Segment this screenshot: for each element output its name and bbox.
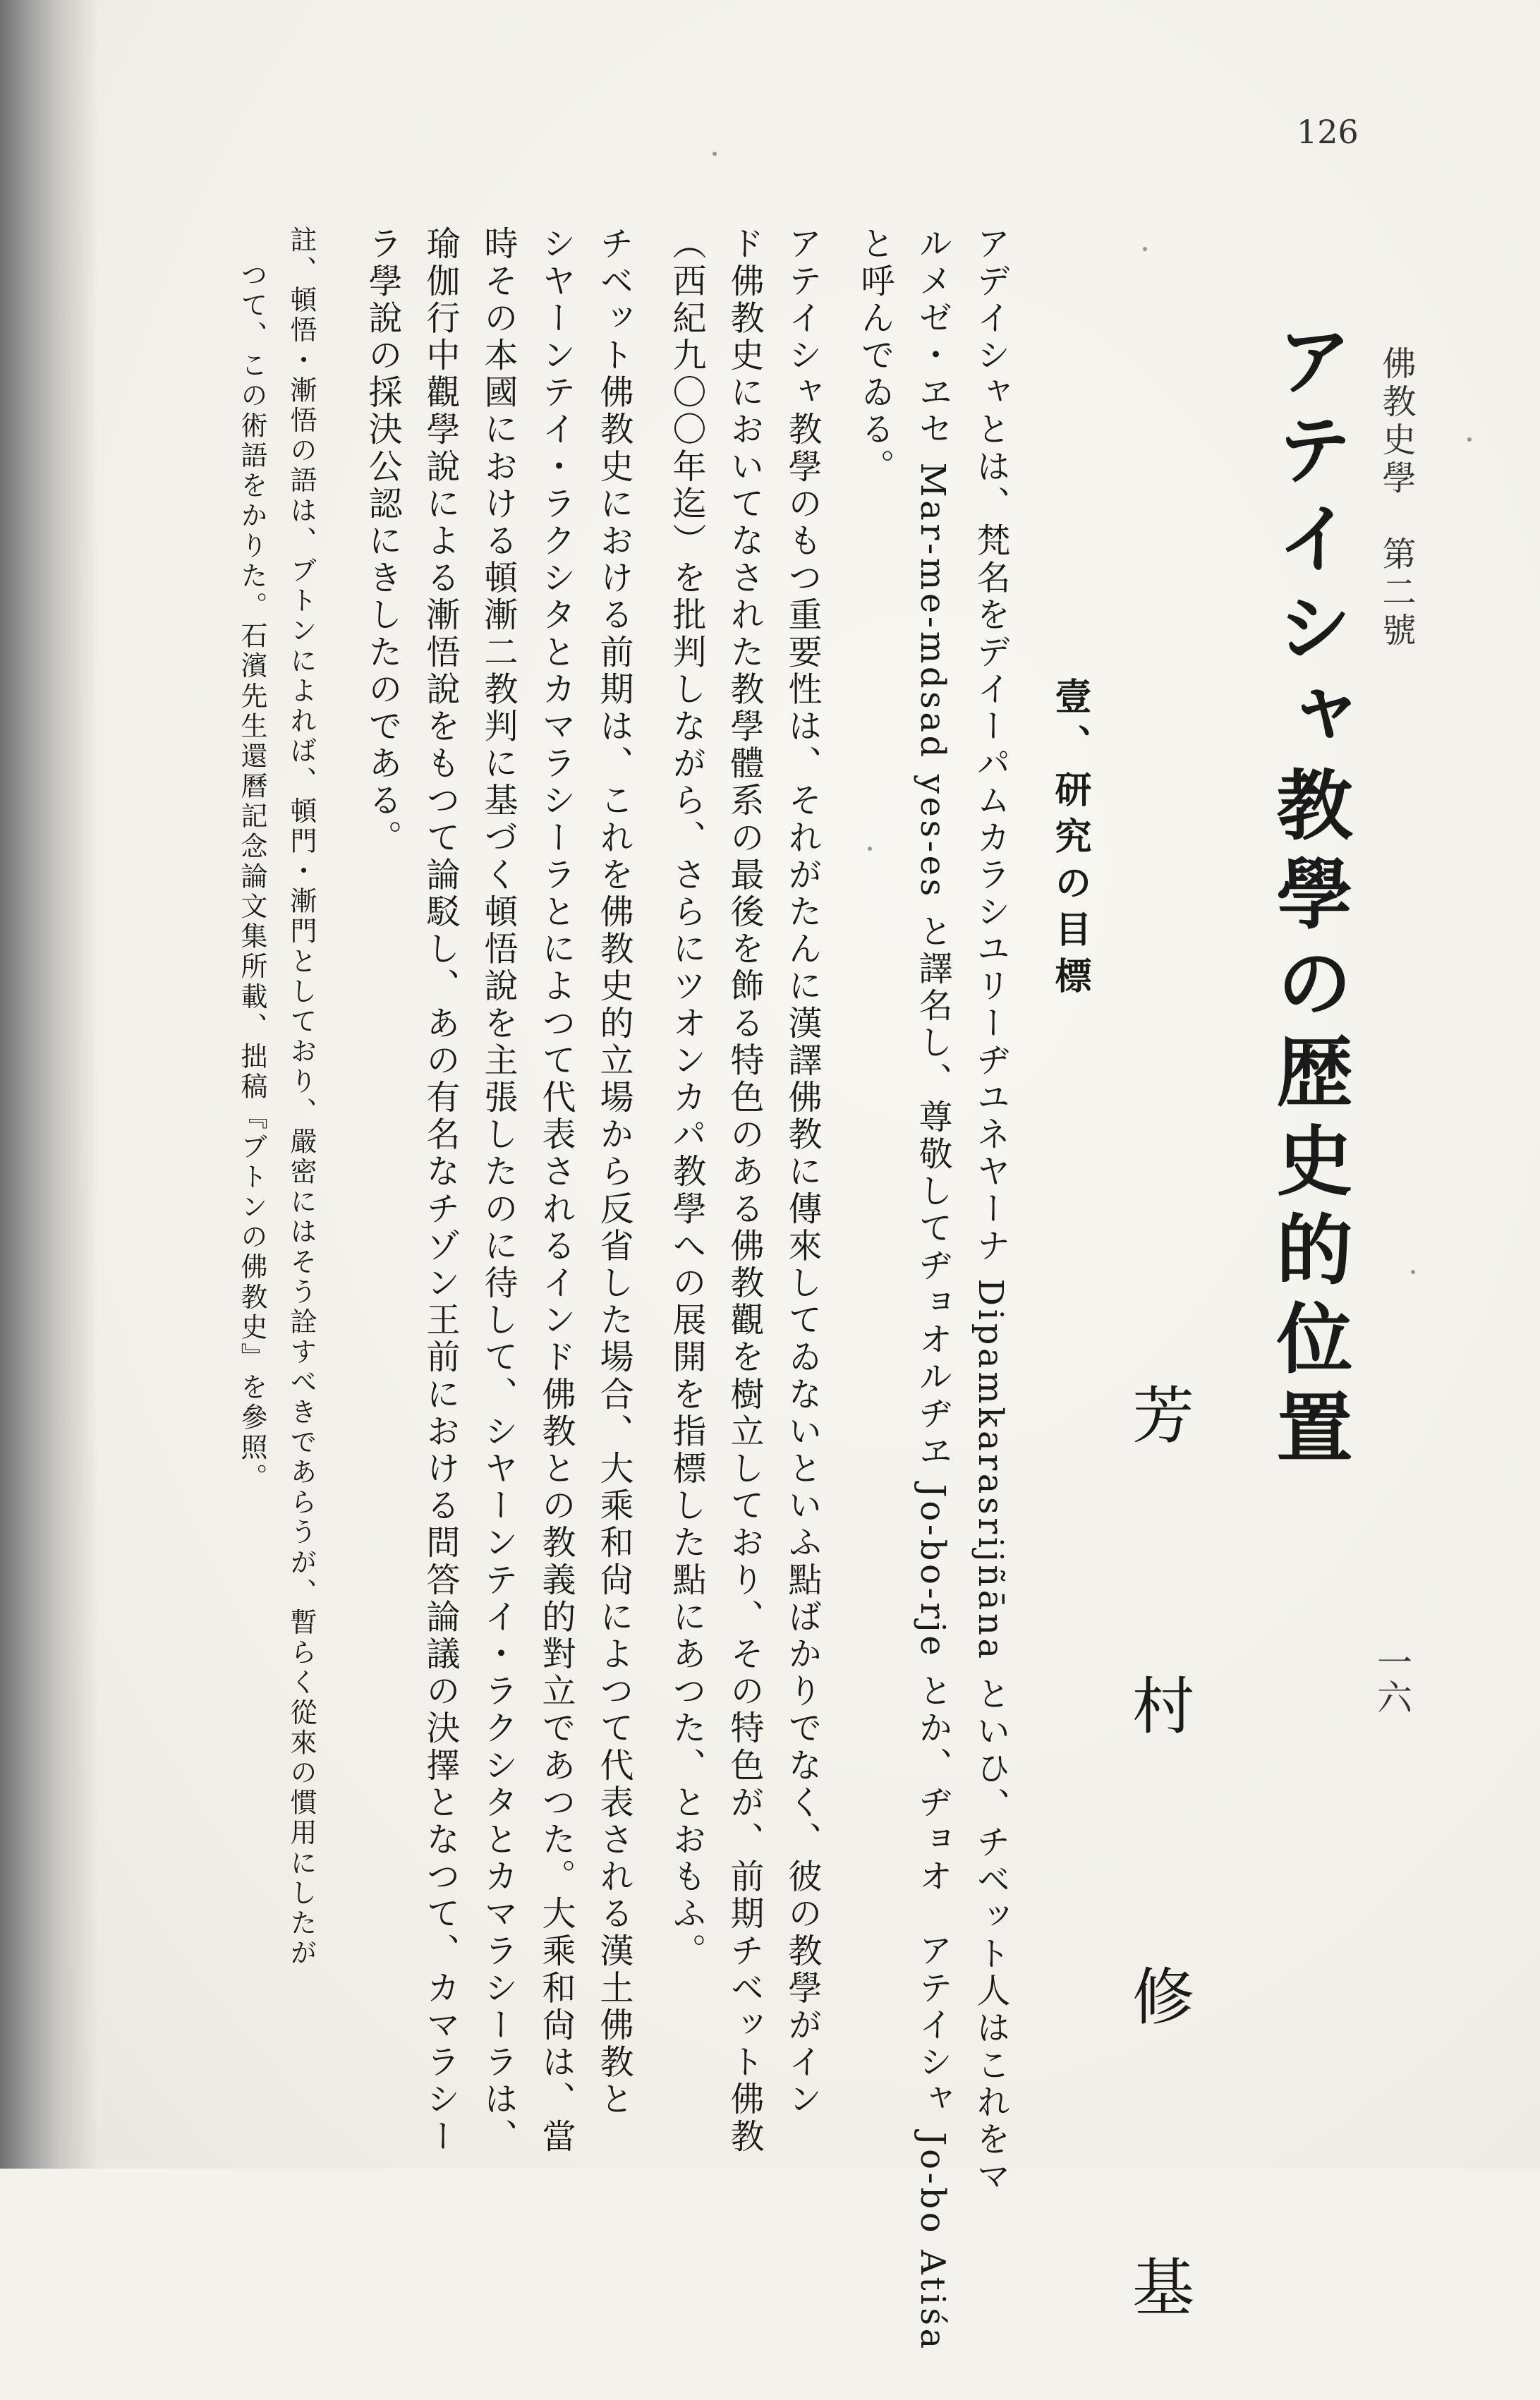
section-heading: 壹、研究の目標 bbox=[1048, 677, 1091, 1003]
footnote-line: つて、この術語をかりた。石濱先生還曆記念論文集所載、拙稿『ブトンの佛教史』を參照。 bbox=[236, 261, 267, 1493]
binding-shadow bbox=[0, 0, 99, 2169]
article-title: アテイシャ教學の歴史的位置 bbox=[1263, 321, 1352, 1477]
scan-speck bbox=[1467, 437, 1472, 442]
scan-speck bbox=[1143, 247, 1147, 251]
author-name: 芳 村 修 基 bbox=[1122, 1383, 1195, 2400]
footnote-line: 註、頓悟・漸悟の語は、ブトンによれば、頓門・漸門としており、嚴密にはそう詮すべきであらうが、暫らく從來の慣用にしたが bbox=[286, 226, 317, 1969]
scan-speck bbox=[713, 152, 717, 156]
body-line: ド佛教史においてなされた教學體系の最後を飾る特色のある佛教觀を樹立しており、その特色が、前期チベット佛教 bbox=[724, 226, 764, 2156]
body-line: ラ學說の採決公認にきしたのである。 bbox=[363, 226, 402, 857]
body-line: シヤーンテイ・ラクシタとカマラシーラとによつて代表されるインド佛教との教義的對立であつた。大乘和尙は、當 bbox=[536, 226, 576, 2156]
kanji-page-number: 一六 bbox=[1371, 1644, 1412, 1714]
body-line: アテイシャ教學のもつ重要性は、それがたんに漢譯佛教に傳來してゐないといふ點ばかりでなく、彼の教學がイン bbox=[782, 226, 822, 2119]
body-line: 時その本國における頓漸二教判に基づく頓悟說を主張したのに待して、シヤーンテイ・ラクシタとカマラシーラは、 bbox=[478, 226, 518, 2156]
scan-speck bbox=[868, 847, 872, 851]
body-line: （西紀九〇〇年迄）を批判しながら、さらにツオンカパ教學への展開を指標した點にあつた、とおもふ。 bbox=[667, 226, 706, 1970]
body-line: アデイシャとは、梵名をデイーパムカラシユリーヂユネヤーナ Dipamkarasrijñāna といひ、チベット人はこれをマ bbox=[971, 226, 1010, 2195]
page-number: 126 bbox=[1297, 113, 1359, 151]
body-line: ルメゼ・ヱセ Mar-me-mdsad yes-es と譯名し、尊敬してヂョオルヂヱ Jo-bo-rje とか、ヂョオ アテイシャ Jo-bo Atiśa bbox=[913, 226, 952, 2352]
body-line: 瑜伽行中觀學說による漸悟說をもつて論駁し、あの有名なチゾン王前における問答論議の決擇となつて、カマラシー bbox=[420, 226, 460, 2156]
journal-header: 佛教史學 第二號 bbox=[1376, 346, 1416, 650]
body-line: チベット佛教史における前期は、これを佛教史的立場から反省した場合、大乘和尙によつて代表される漢土佛教と bbox=[594, 226, 633, 2119]
scan-speck bbox=[1411, 1270, 1415, 1274]
body-line: と呼んでゐる。 bbox=[855, 226, 895, 486]
